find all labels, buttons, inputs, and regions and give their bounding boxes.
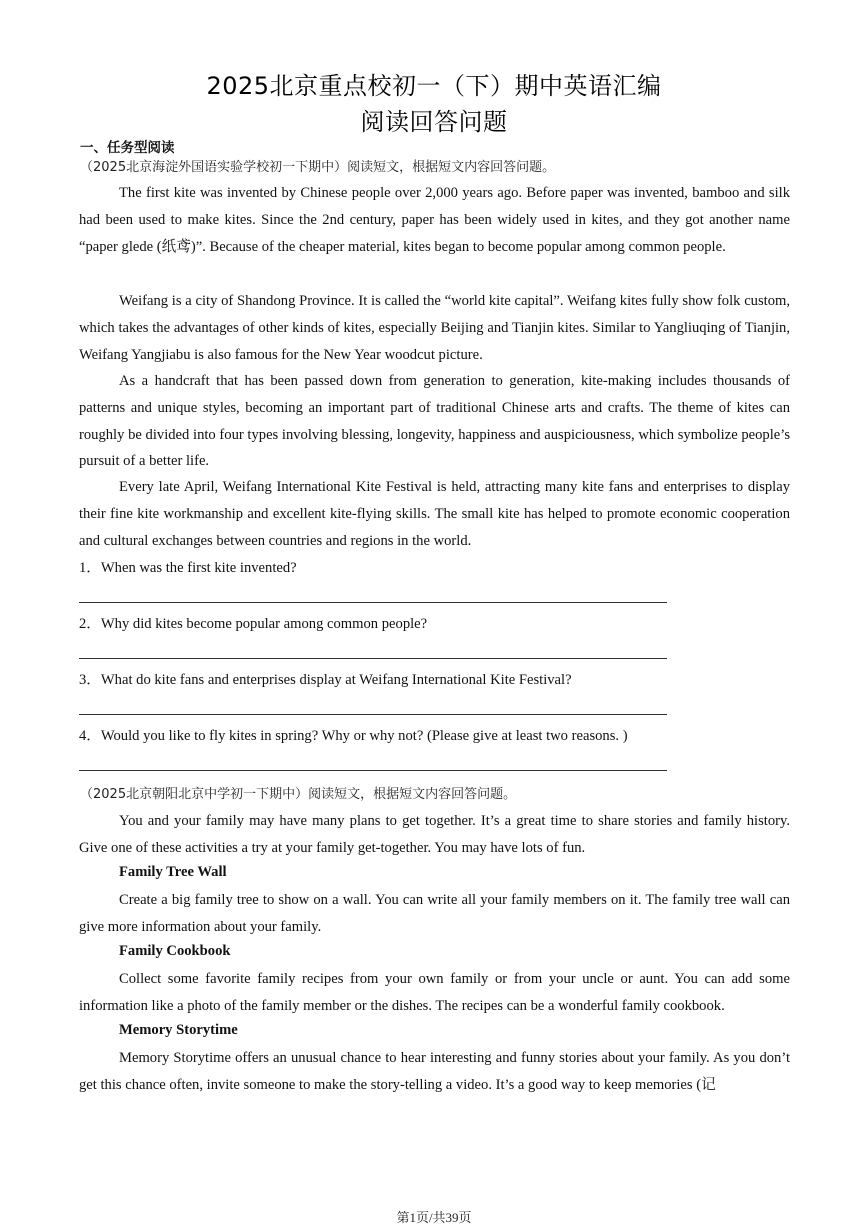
- activity-heading: Family Tree Wall: [119, 864, 227, 880]
- question: 4．Would you like to fly kites in spring? Why or why not? (Please give at least two reasons. ): [79, 728, 628, 744]
- page-title: 2025北京重点校初一（下）期中英语汇编: [206, 72, 662, 100]
- activity-text: Collect some favorite family recipes from your own family or from your uncle or aunt. You can add some information like a photo of the family member or the dishes. The recipes can be a wonderful family cookbook.: [79, 971, 790, 1014]
- passage-paragraph: As a handcraft that has been passed down from generation to generation, kite-making includes thousands of patterns and unique styles, becoming an important part of traditional Chinese arts and crafts. The theme of kites can roughly be divided into four types involving blessing, longevity, happiness and auspiciousness, which symbolize people’s pursuit of a better life.: [79, 373, 790, 470]
- page-number: 第1页/共39页: [396, 1210, 472, 1225]
- passage-paragraph: Every late April, Weifang International Kite Festival is held, attracting many kite fans and enterprises to display their fine kite workmanship and excellent kite-flying skills. The small kite has helped to promote economic cooperation and cultural exchanges between countries and regions in the world.: [79, 479, 790, 549]
- answer-line[interactable]: [79, 714, 667, 715]
- question: 1．When was the first kite invented?: [79, 560, 297, 576]
- section-heading: 一、任务型阅读: [80, 140, 175, 156]
- activity-text: Memory Storytime offers an unusual chance to hear interesting and funny stories about your family. As you don’t get this chance often, invite someone to make the story-telling a video. It’s a good way to keep memories (记: [79, 1050, 790, 1093]
- activity-text: Create a big family tree to show on a wall. You can write all your family members on it. The family tree wall can give more information about your family.: [79, 892, 790, 935]
- question: 3．What do kite fans and enterprises display at Weifang International Kite Festival?: [79, 672, 572, 688]
- activity-heading: Memory Storytime: [119, 1022, 238, 1038]
- passage-paragraph: Weifang is a city of Shandong Province. It is called the “world kite capital”. Weifang kites fully show folk custom, which takes the advantages of other kinds of kites, especially Beijing and Tianjin kites. Similar to Yangliuqing of Tianjin, Weifang Yangjiabu is also famous for the New Year woodcut picture.: [79, 293, 790, 363]
- question: 2．Why did kites become popular among common people?: [79, 616, 428, 632]
- activity-heading: Family Cookbook: [119, 943, 231, 959]
- passage-paragraph: You and your family may have many plans to get together. It’s a great time to share stories and family history. Give one of these activities a try at your family get-together. You may have lots of fun.: [79, 813, 790, 856]
- answer-line[interactable]: [79, 602, 667, 603]
- passage-source: （2025北京海淀外国语实验学校初一下期中）阅读短文，根据短文内容回答问题。: [80, 160, 556, 175]
- passage-paragraph: The first kite was invented by Chinese people over 2,000 years ago. Before paper was invented, bamboo and silk had been used to make kites. Since the 2nd century, paper has been widely used in kites, and they got another name “paper glede (纸鸢)”. Because of the cheaper material, kites began to become popular among common people.: [79, 185, 790, 255]
- answer-line[interactable]: [79, 658, 667, 659]
- passage-source: （2025北京朝阳北京中学初一下期中）阅读短文，根据短文内容回答问题。: [80, 787, 517, 802]
- page-subtitle: 阅读回答问题: [360, 108, 508, 136]
- answer-line[interactable]: [79, 770, 667, 771]
